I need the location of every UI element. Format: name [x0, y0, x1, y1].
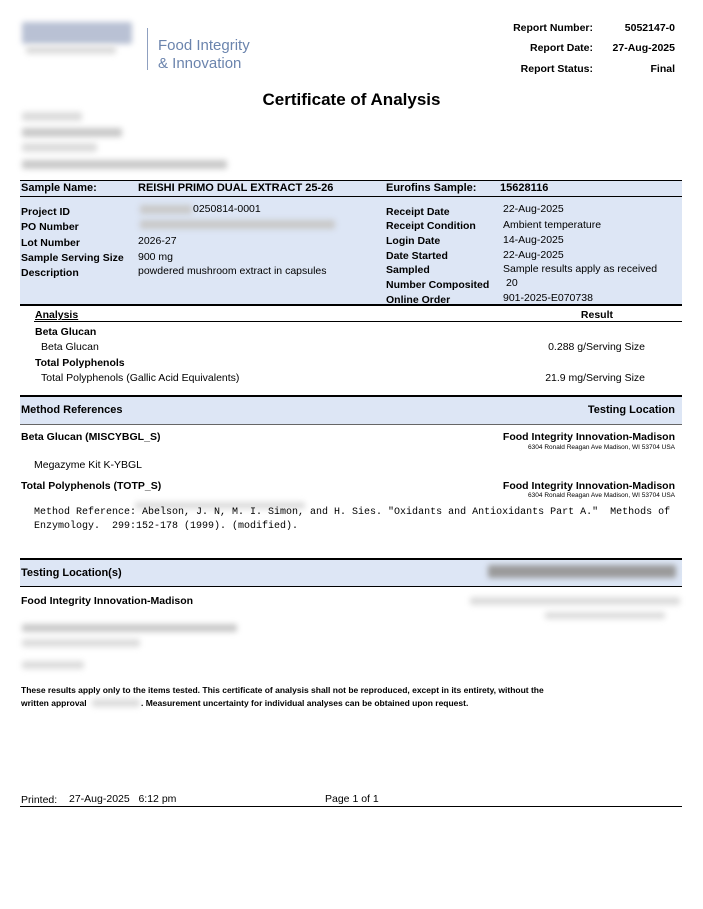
report-number-label: Report Number:	[513, 22, 593, 34]
method-bottom-rule	[20, 424, 682, 425]
logo-divider	[147, 28, 148, 70]
beta-glucan-result: 0.288 g/Serving Size	[548, 341, 645, 353]
printed-label: Printed:	[21, 794, 58, 806]
page-title: Certificate of Analysis	[262, 90, 441, 109]
testing-locations-top-rule	[20, 558, 682, 560]
testing-lab-name: Food Integrity Innovation-Madison	[21, 595, 194, 607]
redacted-address-line	[22, 112, 82, 121]
receipt-condition-value: Ambient temperature	[503, 219, 602, 231]
logo-line-2: & Innovation	[158, 55, 242, 72]
polyphenols-reference-line-1: Method Reference: Abelson, J. N, M. I. Simon, and H. Sies. "Oxidants and Antioxidants Part A." Methods of	[34, 507, 671, 518]
analysis-column-header: Analysis	[35, 309, 79, 321]
redacted-logo-subtext	[26, 46, 116, 54]
report-date: 27-Aug-2025	[612, 42, 675, 54]
description-value: powdered mushroom extract in capsules	[138, 265, 327, 277]
date-started-value: 22-Aug-2025	[503, 249, 564, 261]
sampled-label: Sampled	[386, 264, 430, 276]
beta-glucan-lab-address: 6304 Ronald Reagan Ave Madison, WI 53704 USA	[528, 444, 675, 451]
polyphenols-method: Total Polyphenols (TOTP_S)	[21, 480, 162, 492]
redacted-po-number	[140, 220, 335, 229]
logo-text	[158, 37, 250, 73]
footer-rule	[20, 806, 682, 807]
results-header-rule	[34, 321, 682, 322]
receipt-condition-label: Receipt Condition	[386, 220, 476, 232]
disclaimer-line-2-end: . Measurement uncertainty for individual analyses can be obtained upon request.	[141, 698, 469, 708]
redacted-subcontract-line	[545, 612, 665, 619]
polyphenols-reference-line-2: Enzymology. 299:152-178 (1999). (modified).	[34, 521, 299, 532]
receipt-date-value: 22-Aug-2025	[503, 203, 564, 215]
testing-locations-bottom-rule	[20, 586, 682, 587]
redacted-address-line	[22, 128, 122, 137]
sample-name: REISHI PRIMO DUAL EXTRACT 25-26	[138, 182, 334, 194]
polyphenols-result: 21.9 mg/Serving Size	[545, 372, 645, 384]
project-id-label: Project ID	[21, 206, 71, 218]
redacted-address-line	[22, 160, 227, 169]
disclaimer-line-2-start: written approval	[21, 698, 87, 708]
sample-info-band	[20, 181, 682, 304]
online-order-value: 901-2025-E070738	[503, 292, 593, 304]
redacted-approver	[92, 699, 140, 707]
beta-glucan-method-detail: Megazyme Kit K-YBGL	[34, 459, 142, 471]
redacted-subcontract-header	[488, 565, 676, 578]
project-id-value: 0250814-0001	[193, 203, 261, 215]
sample-top-rule	[20, 180, 682, 181]
beta-glucan-analyte: Beta Glucan	[41, 341, 99, 353]
polyphenols-lab-address: 6304 Ronald Reagan Ave Madison, WI 53704 USA	[528, 492, 675, 499]
polyphenols-lab: Food Integrity Innovation-Madison	[502, 480, 675, 492]
report-number: 5052147-0	[624, 22, 675, 34]
disclaimer-line-1: These results apply only to the items tested. This certificate of analysis shall not be reproduced, except in its entirety, without the	[21, 685, 544, 695]
beta-glucan-method: Beta Glucan (MISCYBGL_S)	[21, 431, 161, 443]
logo-line-1: Food Integrity	[158, 37, 250, 54]
receipt-date-label: Receipt Date	[386, 206, 450, 218]
lot-number-value: 2026-27	[138, 235, 177, 247]
login-date-value: 14-Aug-2025	[503, 234, 564, 246]
date-started-label: Date Started	[386, 250, 448, 262]
printed-value: 27-Aug-2025 6:12 pm	[69, 793, 177, 805]
eurofins-sample-label: Eurofins Sample:	[386, 182, 477, 194]
po-number-label: PO Number	[21, 221, 79, 233]
beta-glucan-heading: Beta Glucan	[35, 326, 97, 338]
redacted-company-logo	[22, 22, 132, 44]
redacted-project-prefix	[140, 205, 192, 214]
report-date-label: Report Date:	[529, 42, 593, 54]
beta-glucan-lab: Food Integrity Innovation-Madison	[502, 431, 675, 443]
number-composited-value: 20	[506, 277, 518, 289]
sample-name-label: Sample Name:	[21, 182, 97, 194]
redacted-lab-address-line	[22, 624, 237, 632]
login-date-label: Login Date	[386, 235, 441, 247]
eurofins-sample-number: 15628116	[500, 182, 549, 194]
redacted-lab-address-line	[22, 661, 84, 669]
redacted-lab-address-line	[22, 639, 140, 647]
testing-locations-header: Testing Location(s)	[21, 567, 122, 579]
report-status-label: Report Status:	[520, 63, 593, 75]
report-status: Final	[650, 63, 675, 75]
serving-size-label: Sample Serving Size	[21, 252, 124, 264]
sample-name-rule	[20, 196, 682, 197]
method-top-rule	[20, 395, 682, 397]
sampled-value: Sample results apply as received	[503, 263, 658, 275]
result-column-header: Result	[580, 309, 613, 321]
polyphenols-analyte: Total Polyphenols (Gallic Acid Equivalents)	[41, 372, 240, 384]
number-composited-label: Number Composited	[386, 279, 490, 291]
results-top-rule	[20, 304, 682, 306]
serving-size-value: 900 mg	[138, 251, 174, 263]
description-label: Description	[21, 267, 79, 279]
page-number: Page 1 of 1	[325, 793, 379, 805]
online-order-label: Online Order	[386, 294, 451, 306]
lot-number-label: Lot Number	[21, 237, 80, 249]
redacted-address-line	[22, 143, 97, 152]
polyphenols-heading: Total Polyphenols	[35, 357, 125, 369]
method-references-header: Method References	[21, 404, 123, 416]
redacted-subcontract-line	[470, 597, 680, 605]
testing-location-header: Testing Location	[587, 404, 675, 416]
